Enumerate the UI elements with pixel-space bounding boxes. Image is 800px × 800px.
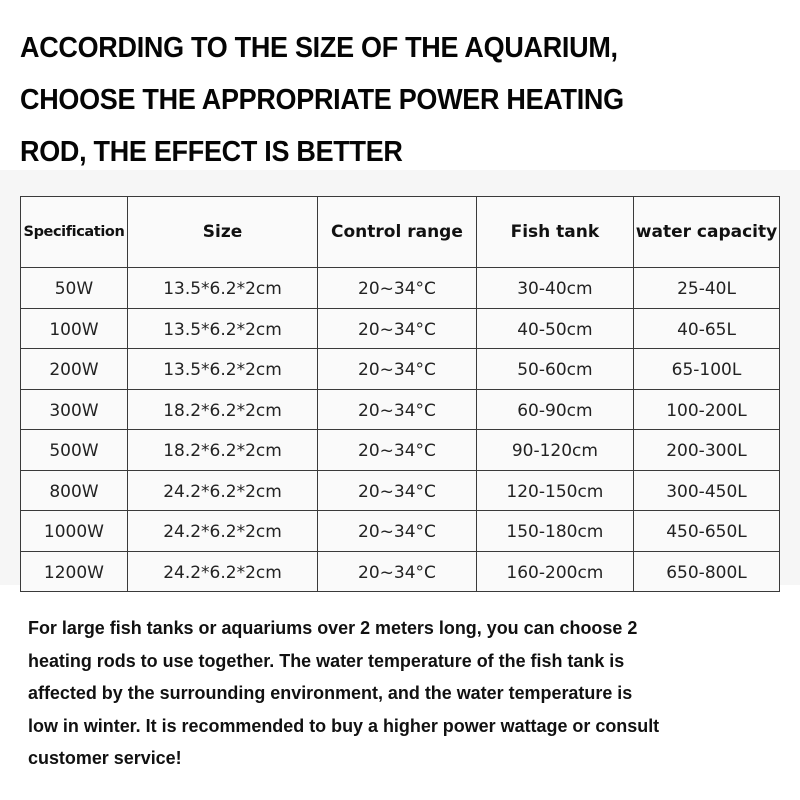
cell-size: 18.2*6.2*2cm [127,389,317,430]
cell-size: 13.5*6.2*2cm [127,308,317,349]
note-line-5: customer service! [28,747,182,768]
cell-specification: 200W [21,349,128,390]
note-line-2: heating rods to use together. The water temperature of the fish tank is [28,649,625,671]
cell-specification: 100W [21,308,128,349]
cell-control-range: 20~34°C [318,551,477,592]
cell-size: 18.2*6.2*2cm [127,430,317,471]
cell-size: 24.2*6.2*2cm [127,511,317,552]
cell-specification: 300W [21,389,128,430]
cell-control-range: 20~34°C [318,308,477,349]
table-row [21,349,780,390]
cell-fish-tank: 160-200cm [476,551,633,592]
header-fish-tank: Fish tank [476,197,633,268]
table-row [21,551,780,592]
cell-size: 24.2*6.2*2cm [127,551,317,592]
headline-line-2: CHOOSE THE APPROPRIATE POWER HEATING [20,84,624,116]
cell-water-capacity: 200-300L [634,430,780,471]
cell-specification: 1200W [21,551,128,592]
table-row [21,430,780,471]
cell-water-capacity: 40-65L [634,308,780,349]
headline-line-1: ACCORDING TO THE SIZE OF THE AQUARIUM, [20,32,618,64]
cell-water-capacity: 650-800L [634,551,780,592]
cell-fish-tank: 60-90cm [476,389,633,430]
note-line-3: affected by the surrounding environment, and the water temperature is [28,682,633,703]
cell-control-range: 20~34°C [318,511,477,552]
headline [20,22,736,178]
cell-fish-tank: 120-150cm [476,470,633,511]
cell-fish-tank: 150-180cm [476,511,633,552]
headline-line-3: ROD, THE EFFECT IS BETTER [20,136,403,168]
cell-specification: 800W [21,470,128,511]
cell-water-capacity: 300-450L [634,470,780,511]
cell-size: 13.5*6.2*2cm [127,268,317,309]
table-row [21,268,780,309]
cell-size: 13.5*6.2*2cm [127,349,317,390]
cell-control-range: 20~34°C [318,268,477,309]
table-row [21,511,780,552]
cell-control-range: 20~34°C [318,389,477,430]
spec-table [20,196,780,592]
usage-note [28,612,793,775]
cell-specification: 500W [21,430,128,471]
note-line-1: For large fish tanks or aquariums over 2 meters long, you can choose 2 [28,617,638,638]
cell-fish-tank: 40-50cm [476,308,633,349]
cell-fish-tank: 30-40cm [476,268,633,309]
table-header-row [21,197,780,268]
header-specification: Specification [21,197,128,268]
cell-water-capacity: 450-650L [634,511,780,552]
cell-fish-tank: 50-60cm [476,349,633,390]
table-row [21,470,780,511]
cell-control-range: 20~34°C [318,470,477,511]
header-water-capacity: water capacity [634,197,780,268]
cell-water-capacity: 25-40L [634,268,780,309]
header-size: Size [127,197,317,268]
cell-control-range: 20~34°C [318,349,477,390]
cell-specification: 1000W [21,511,128,552]
table-row [21,389,780,430]
cell-water-capacity: 65-100L [634,349,780,390]
cell-size: 24.2*6.2*2cm [127,470,317,511]
cell-specification: 50W [21,268,128,309]
note-line-4: low in winter. It is recommended to buy a higher power wattage or consult [28,714,660,736]
table-row [21,308,780,349]
cell-fish-tank: 90-120cm [476,430,633,471]
cell-control-range: 20~34°C [318,430,477,471]
header-control-range: Control range [318,197,477,268]
cell-water-capacity: 100-200L [634,389,780,430]
